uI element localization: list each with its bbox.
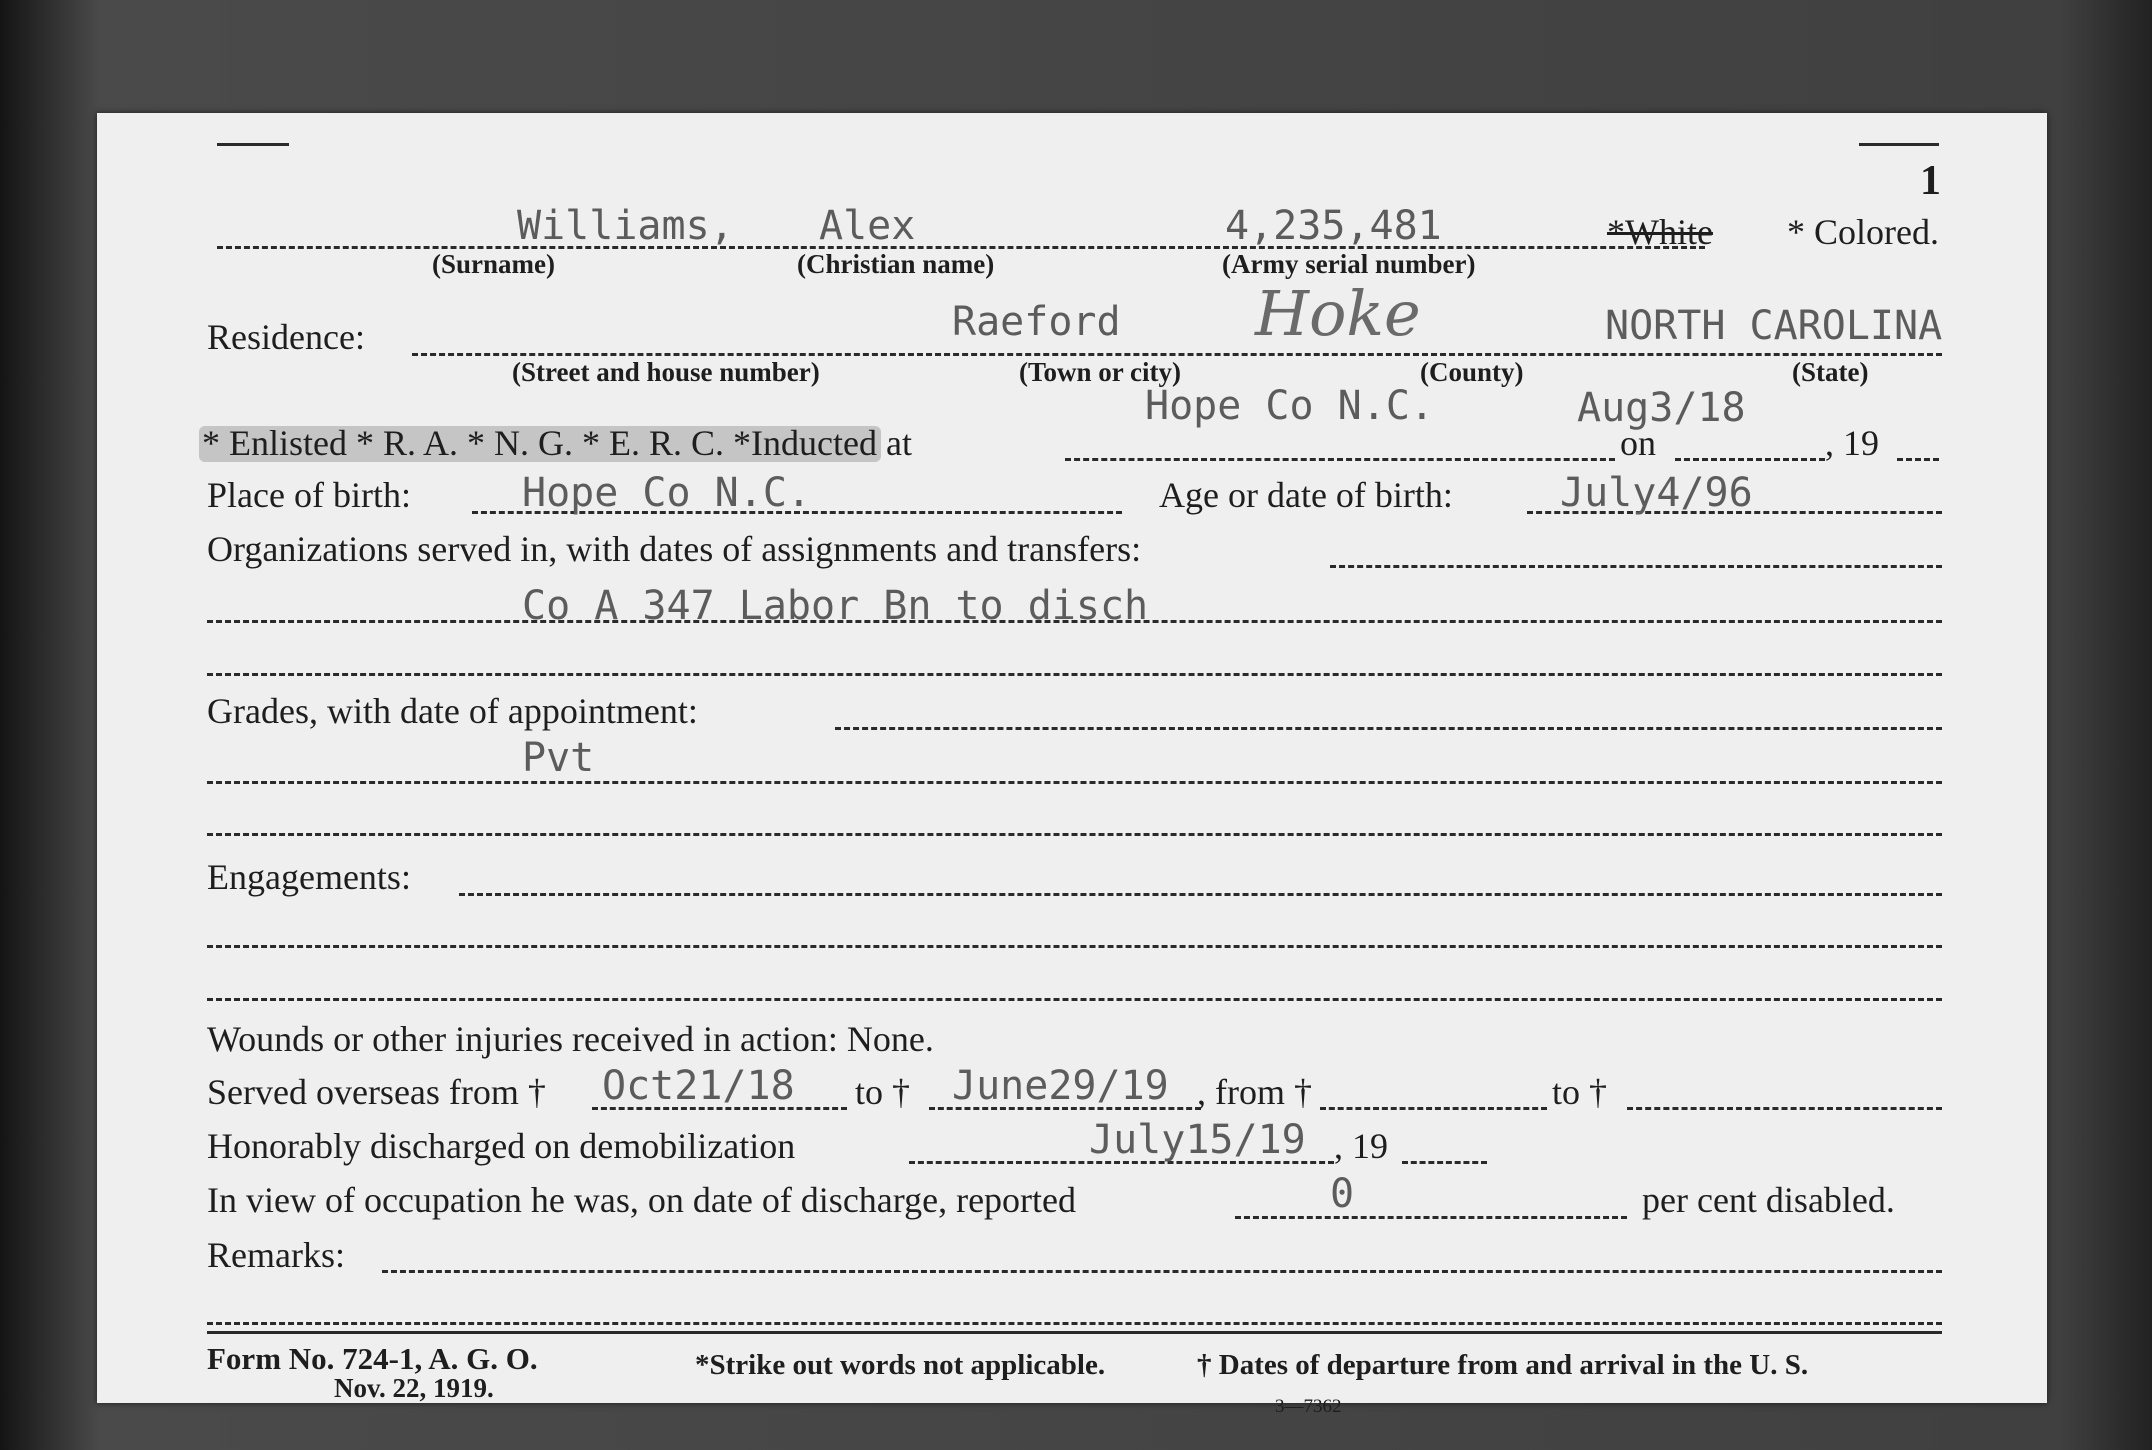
footnote-dates: † Dates of departure from and arrival in the U. S. bbox=[1197, 1349, 1809, 1381]
town-value: Raeford bbox=[952, 299, 1121, 345]
inducted-place-value: Hope Co N.C. bbox=[1145, 383, 1434, 429]
disabled-label: per cent disabled. bbox=[1642, 1180, 1895, 1220]
birth-date-value: July4/96 bbox=[1560, 470, 1753, 516]
residence-line bbox=[412, 353, 1942, 356]
wounds-label: Wounds or other injuries received in action: None. bbox=[207, 1019, 934, 1059]
grades-line-2 bbox=[207, 781, 1942, 784]
organizations-line-2 bbox=[207, 620, 1942, 623]
caption-town: (Town or city) bbox=[1019, 357, 1181, 387]
top-right-rule bbox=[1859, 143, 1939, 146]
top-left-rule bbox=[217, 143, 289, 146]
year-line-inducted bbox=[1897, 458, 1939, 461]
on-label: on bbox=[1620, 423, 1656, 463]
form-date: Nov. 22, 1919. bbox=[334, 1373, 494, 1403]
disabled-value: 0 bbox=[1330, 1171, 1355, 1217]
form-number: Form No. 724-1, A. G. O. bbox=[207, 1341, 538, 1376]
overseas-from-value: Oct21/18 bbox=[602, 1063, 795, 1109]
organizations-line-1 bbox=[1330, 565, 1942, 568]
surname-value: Williams, bbox=[517, 203, 734, 249]
race-white-struck: *White bbox=[1607, 212, 1713, 252]
card-number: 1 bbox=[1920, 158, 1941, 204]
caption-state: (State) bbox=[1792, 357, 1869, 387]
year-line-discharge bbox=[1402, 1161, 1487, 1164]
remarks-label: Remarks: bbox=[207, 1235, 345, 1275]
year-19-discharge: , 19 bbox=[1334, 1126, 1388, 1166]
overseas-to-line-2 bbox=[1627, 1107, 1942, 1110]
serial-number-value: 4,235,481 bbox=[1225, 203, 1442, 249]
discharge-date-value: July15/19 bbox=[1089, 1117, 1306, 1163]
engagements-line-1 bbox=[459, 893, 1942, 896]
disabled-line bbox=[1235, 1216, 1627, 1219]
race-colored-label: * Colored. bbox=[1787, 212, 1939, 252]
organizations-value: Co A 347 Labor Bn to disch bbox=[522, 583, 1149, 629]
caption-county: (County) bbox=[1420, 357, 1524, 387]
inducted-date-value: Aug3/18 bbox=[1577, 385, 1746, 431]
overseas-to-label: to † bbox=[855, 1072, 911, 1112]
engagements-line-3 bbox=[207, 998, 1942, 1001]
residence-label: Residence: bbox=[207, 317, 365, 357]
organizations-line-3 bbox=[207, 673, 1942, 676]
age-label: Age or date of birth: bbox=[1159, 475, 1453, 515]
remarks-line-2 bbox=[207, 1322, 1942, 1325]
caption-serial-number: (Army serial number) bbox=[1222, 249, 1476, 279]
overseas-to-label-2: to † bbox=[1552, 1072, 1608, 1112]
footer-rule bbox=[207, 1331, 1942, 1334]
year-19-inducted: , 19 bbox=[1825, 423, 1879, 463]
overseas-from-label-2: , from † bbox=[1197, 1072, 1312, 1112]
county-value: Hoke bbox=[1255, 277, 1421, 350]
place-of-birth-label: Place of birth: bbox=[207, 475, 411, 515]
grades-label: Grades, with date of appointment: bbox=[207, 691, 698, 731]
inducted-place-line bbox=[1065, 458, 1615, 461]
remarks-line-1 bbox=[382, 1270, 1942, 1273]
caption-surname: (Surname) bbox=[432, 249, 555, 279]
enlisted-inducted-label: * Enlisted * R. A. * N. G. * E. R. C. *Inducted at bbox=[202, 423, 912, 463]
footnote-strike-out: *Strike out words not applicable. bbox=[695, 1349, 1106, 1381]
state-value: NORTH CAROLINA bbox=[1605, 303, 1943, 349]
christian-name-value: Alex bbox=[819, 203, 916, 249]
birth-place-value: Hope Co N.C. bbox=[522, 470, 811, 516]
engagements-line-2 bbox=[207, 945, 1942, 948]
overseas-from-line-2 bbox=[1320, 1107, 1547, 1110]
print-code: 3—7362 bbox=[1275, 1396, 1342, 1417]
caption-christian-name: (Christian name) bbox=[797, 249, 995, 279]
caption-street: (Street and house number) bbox=[512, 357, 820, 387]
organizations-label: Organizations served in, with dates of assignments and transfers: bbox=[207, 529, 1142, 569]
grades-value: Pvt bbox=[522, 735, 595, 781]
overseas-label: Served overseas from † bbox=[207, 1072, 546, 1112]
grades-line-3 bbox=[207, 833, 1942, 836]
engagements-label: Engagements: bbox=[207, 857, 411, 897]
overseas-to-value: June29/19 bbox=[952, 1063, 1169, 1109]
occupation-label: In view of occupation he was, on date of discharge, reported bbox=[207, 1180, 1077, 1220]
service-record-card bbox=[97, 113, 2047, 1417]
discharge-label: Honorably discharged on demobilization bbox=[207, 1126, 796, 1166]
inducted-date-line bbox=[1675, 458, 1825, 461]
grades-line-1 bbox=[835, 727, 1942, 730]
